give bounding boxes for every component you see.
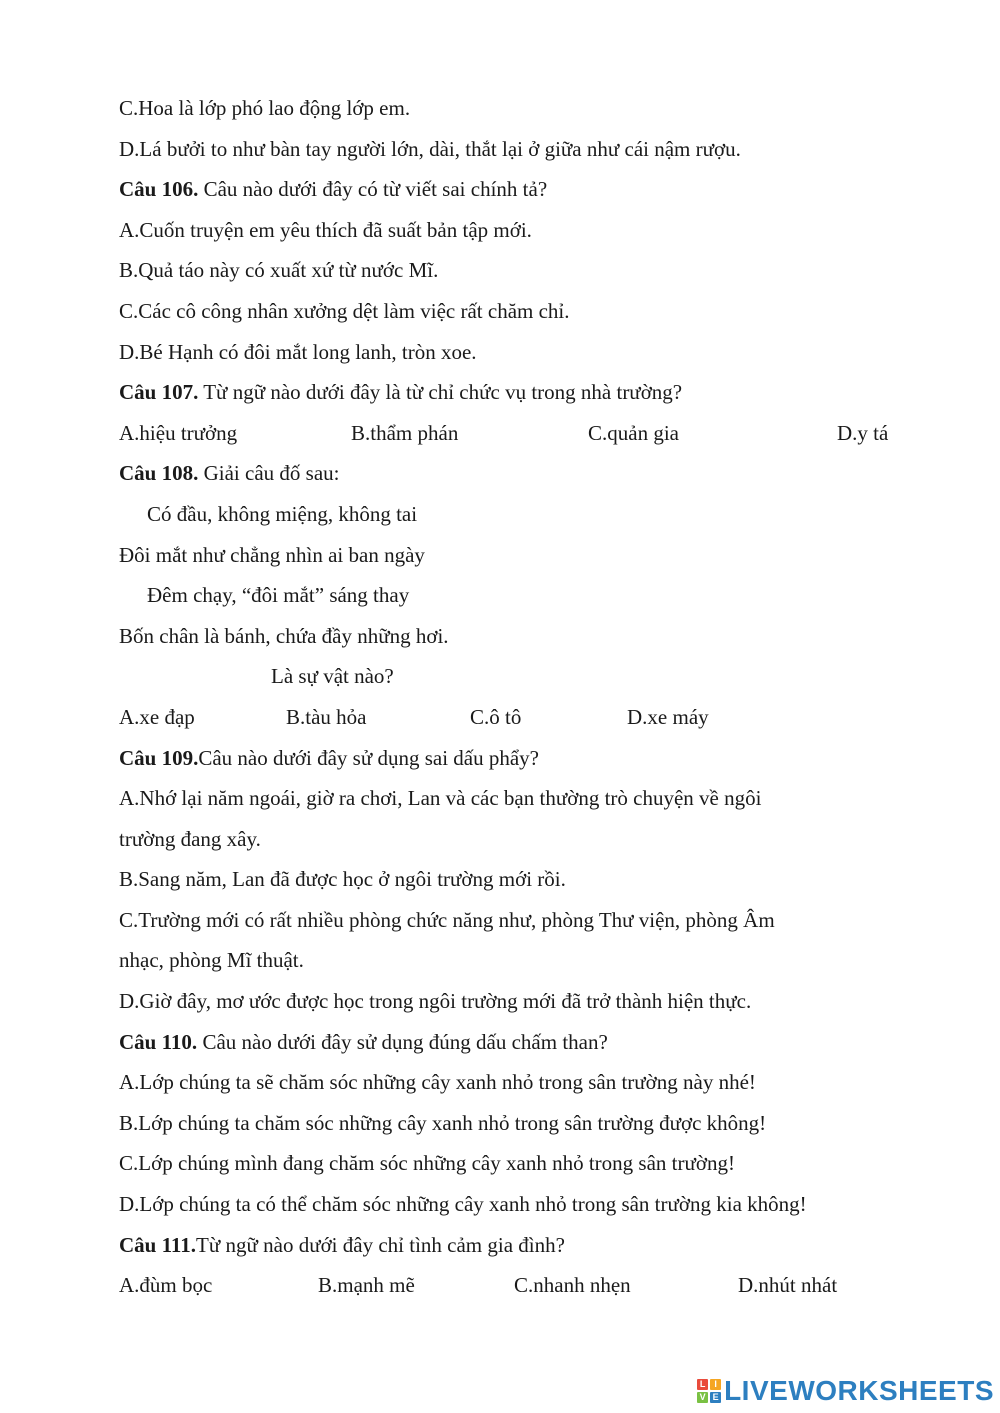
question-text: Từ ngữ nào dưới đây là từ chỉ chức vụ trong nhà trường? xyxy=(198,380,683,405)
question-number: Câu 109. xyxy=(119,745,199,770)
logo-mark-tile: E xyxy=(710,1392,721,1403)
question-text: Câu nào dưới đây có từ viết sai chính tả? xyxy=(198,177,548,202)
text-line xyxy=(119,494,919,535)
answer-option: D.nhút nhát xyxy=(738,1273,838,1298)
text-line xyxy=(119,250,919,291)
line-text: D.Giờ đây, mơ ước được học trong ngôi trường mới đã trở thành hiện thực. xyxy=(119,989,752,1014)
line-text: D.Lá bưởi to như bàn tay người lớn, dài, thắt lại ở giữa như cái nậm rượu. xyxy=(119,136,741,161)
line-text: A.Lớp chúng ta sẽ chăm sóc những cây xanh nhỏ trong sân trường này nhé! xyxy=(119,1070,756,1095)
text-line xyxy=(119,900,919,941)
line-text: Có đầu, không miệng, không tai xyxy=(147,501,418,526)
answer-option: C.quản gia xyxy=(588,420,679,445)
question-line xyxy=(119,1022,919,1063)
text-line xyxy=(119,940,919,981)
answer-option: D.xe máy xyxy=(627,704,709,729)
line-text: C.Các cô công nhân xưởng dệt làm việc rất chăm chỉ. xyxy=(119,298,570,323)
answer-option: B.tàu hỏa xyxy=(286,704,367,729)
question-line xyxy=(119,453,919,494)
question-number: Câu 106. xyxy=(119,177,199,202)
text-line xyxy=(119,575,919,616)
answer-options-row xyxy=(119,413,919,454)
question-line xyxy=(119,372,919,413)
text-line xyxy=(119,981,919,1022)
answer-option: A.hiệu trưởng xyxy=(119,420,238,445)
line-text: C.Hoa là lớp phó lao động lớp em. xyxy=(119,96,411,120)
text-line xyxy=(119,88,919,129)
line-text: C.Trường mới có rất nhiều phòng chức năng như, phòng Thư viện, phòng Âm xyxy=(119,907,775,932)
logo-text: LIVEWORKSHEETS xyxy=(724,1375,994,1406)
line-text: A.Cuốn truyện em yêu thích đã suất bản tập mới. xyxy=(119,217,532,242)
line-text: A.Nhớ lại năm ngoái, giờ ra chơi, Lan và các bạn thường trò chuyện về ngôi xyxy=(119,786,762,811)
text-line xyxy=(119,535,919,576)
text-line xyxy=(119,1103,919,1144)
text-line xyxy=(119,129,919,170)
line-text: Là sự vật nào? xyxy=(271,664,394,689)
text-line xyxy=(119,859,919,900)
logo-mark-tile: V xyxy=(697,1392,708,1403)
line-text: B.Lớp chúng ta chăm sóc những cây xanh nhỏ trong sân trường được không! xyxy=(119,1110,767,1135)
worksheet-page xyxy=(119,88,919,1306)
answer-option: C.nhanh nhẹn xyxy=(514,1273,631,1298)
question-line xyxy=(119,169,919,210)
text-line xyxy=(119,1143,919,1184)
answer-option: D.y tá xyxy=(837,420,889,445)
liveworksheets-logo xyxy=(697,1373,994,1409)
question-line xyxy=(119,738,919,779)
line-text: D.Lớp chúng ta có thể chăm sóc những cây xanh nhỏ trong sân trường kia không! xyxy=(119,1192,807,1217)
line-text: trường đang xây. xyxy=(119,826,261,851)
text-line xyxy=(119,210,919,251)
line-text: Bốn chân là bánh, chứa đầy những hơi. xyxy=(119,623,449,648)
text-line xyxy=(119,778,919,819)
answer-option: A.đùm bọc xyxy=(119,1273,213,1298)
question-text: Câu nào dưới đây sử dụng sai dấu phẩy? xyxy=(198,745,539,770)
line-text: nhạc, phòng Mĩ thuật. xyxy=(119,948,304,973)
line-text: D.Bé Hạnh có đôi mắt long lanh, tròn xoe. xyxy=(119,339,477,364)
text-line xyxy=(119,616,919,657)
logo-mark-tile: I xyxy=(710,1379,721,1390)
text-line xyxy=(119,1184,919,1225)
question-number: Câu 110. xyxy=(119,1029,198,1054)
answer-option: B.mạnh mẽ xyxy=(318,1273,415,1298)
line-text: B.Sang năm, Lan đã được học ở ngôi trường mới rồi. xyxy=(119,867,566,892)
logo-mark-icon xyxy=(697,1379,721,1403)
line-text: Đôi mắt như chẳng nhìn ai ban ngày xyxy=(119,542,425,567)
logo-mark-tile: L xyxy=(697,1379,708,1390)
question-text: Từ ngữ nào dưới đây chỉ tình cảm gia đình? xyxy=(196,1232,565,1257)
line-text: C.Lớp chúng mình đang chăm sóc những cây xanh nhỏ trong sân trường! xyxy=(119,1151,735,1176)
answer-option: A.xe đạp xyxy=(119,704,195,729)
text-line xyxy=(119,1062,919,1103)
question-number: Câu 107. xyxy=(119,380,199,405)
answer-option: B.thẩm phán xyxy=(351,420,459,445)
line-text: B.Quả táo này có xuất xứ từ nước Mĩ. xyxy=(119,258,439,283)
question-text: Câu nào dưới đây sử dụng đúng dấu chấm than? xyxy=(197,1029,608,1054)
line-text: Đêm chạy, “đôi mắt” sáng thay xyxy=(147,583,410,608)
question-number: Câu 111. xyxy=(119,1232,197,1257)
question-number: Câu 108. xyxy=(119,461,199,486)
text-line xyxy=(119,656,919,697)
text-line xyxy=(119,291,919,332)
answer-option: C.ô tô xyxy=(470,704,522,729)
text-line xyxy=(119,332,919,373)
answer-options-row xyxy=(119,1265,919,1306)
question-line xyxy=(119,1225,919,1266)
question-text: Giải câu đố sau: xyxy=(198,461,340,486)
text-line xyxy=(119,819,919,860)
answer-options-row xyxy=(119,697,919,738)
